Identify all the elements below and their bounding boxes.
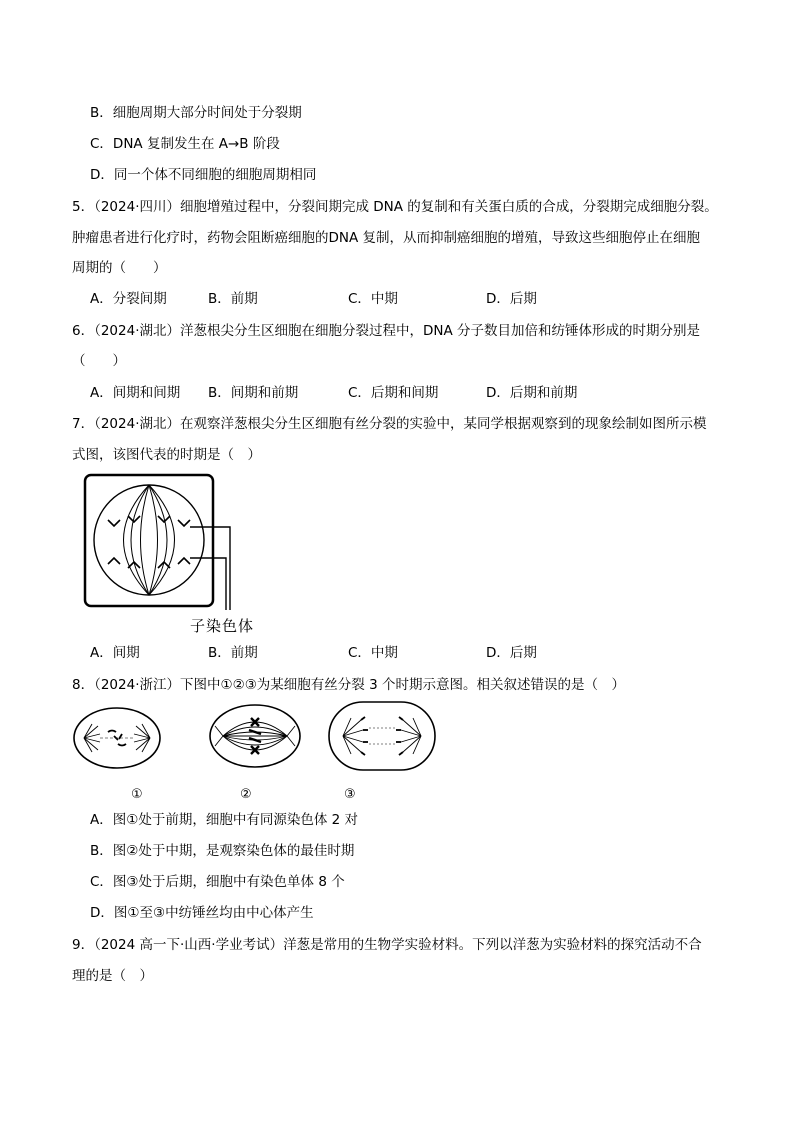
q5-option-b: B．前期: [208, 291, 258, 307]
q4-option-c: C．DNA 复制发生在 A→B 阶段: [90, 136, 280, 152]
q5-option-a: A．分裂间期: [90, 291, 167, 307]
q6-stem-line2: （ ）: [72, 353, 126, 369]
q9-stem-line2: 理的是（ ）: [72, 968, 153, 984]
q8-stem-line1: 8．（2024·浙江）下图中①②③为某细胞有丝分裂 3 个时期示意图。相关叙述错误的是（ ）: [72, 677, 625, 693]
figure-label-2: ②: [240, 787, 252, 802]
q8-option-c: C．图③处于后期，细胞中有染色单体 8 个: [90, 874, 345, 890]
q7-option-c: C．中期: [348, 645, 398, 661]
q5-option-d: D．后期: [486, 291, 537, 307]
q8-option-a: A．图①处于前期，细胞中有同源染色体 2 对: [90, 812, 359, 828]
q7-stem-line2: 式图，该图代表的时期是（ ）: [72, 447, 261, 463]
q6-option-b: B．间期和前期: [208, 385, 299, 401]
q7-stem-line1: 7．（2024·湖北）在观察洋葱根尖分生区细胞有丝分裂的实验中，某同学根据观察到的现象绘制如图所示模: [72, 416, 707, 432]
cell-2-metaphase-figure: [205, 700, 305, 772]
q5-option-c: C．中期: [348, 291, 398, 307]
q9-stem-line1: 9．（2024 高一下·山西·学业考试）洋葱是常用的生物学实验材料。下列以洋葱为实验材料的探究活动不合: [72, 937, 702, 953]
q6-option-d: D．后期和前期: [486, 385, 578, 401]
q5-stem-line1: 5．（2024·四川）细胞增殖过程中，分裂间期完成 DNA 的复制和有关蛋白质的合成，分裂期完成细胞分裂。: [72, 199, 718, 215]
daughter-chromosome-label: 子染色体: [190, 617, 255, 635]
q5-stem-line2: 肿瘤患者进行化疗时，药物会阻断癌细胞的DNA 复制，从而抑制癌细胞的增殖，导致这些细胞停止在细胞: [72, 230, 701, 246]
anaphase-cell-figure: [80, 470, 240, 612]
cell-3-anaphase-figure: [325, 698, 440, 774]
figure-label-3: ③: [344, 787, 356, 802]
q5-stem-line3: 周期的（ ）: [72, 260, 167, 276]
q4-option-b: B．细胞周期大部分时间处于分裂期: [90, 105, 302, 121]
q4-option-d: D．同一个体不同细胞的细胞周期相同: [90, 167, 317, 183]
q8-option-b: B．图②处于中期，是观察染色体的最佳时期: [90, 843, 355, 859]
q6-stem-line1: 6．（2024·湖北）洋葱根尖分生区细胞在细胞分裂过程中，DNA 分子数目加倍和纺锤体形成的时期分别是: [72, 323, 701, 339]
cell-1-prophase-figure: [70, 704, 166, 772]
figure-label-1: ①: [131, 787, 143, 802]
q6-option-a: A．间期和间期: [90, 385, 181, 401]
q5-options: [90, 289, 630, 309]
q6-option-c: C．后期和间期: [348, 385, 439, 401]
q8-option-d: D．图①至③中纺锤丝均由中心体产生: [90, 905, 314, 921]
q6-options: [90, 383, 630, 403]
q7-option-d: D．后期: [486, 645, 537, 661]
q7-options: [90, 643, 630, 663]
q7-option-a: A．间期: [90, 645, 140, 661]
q7-option-b: B．前期: [208, 645, 258, 661]
